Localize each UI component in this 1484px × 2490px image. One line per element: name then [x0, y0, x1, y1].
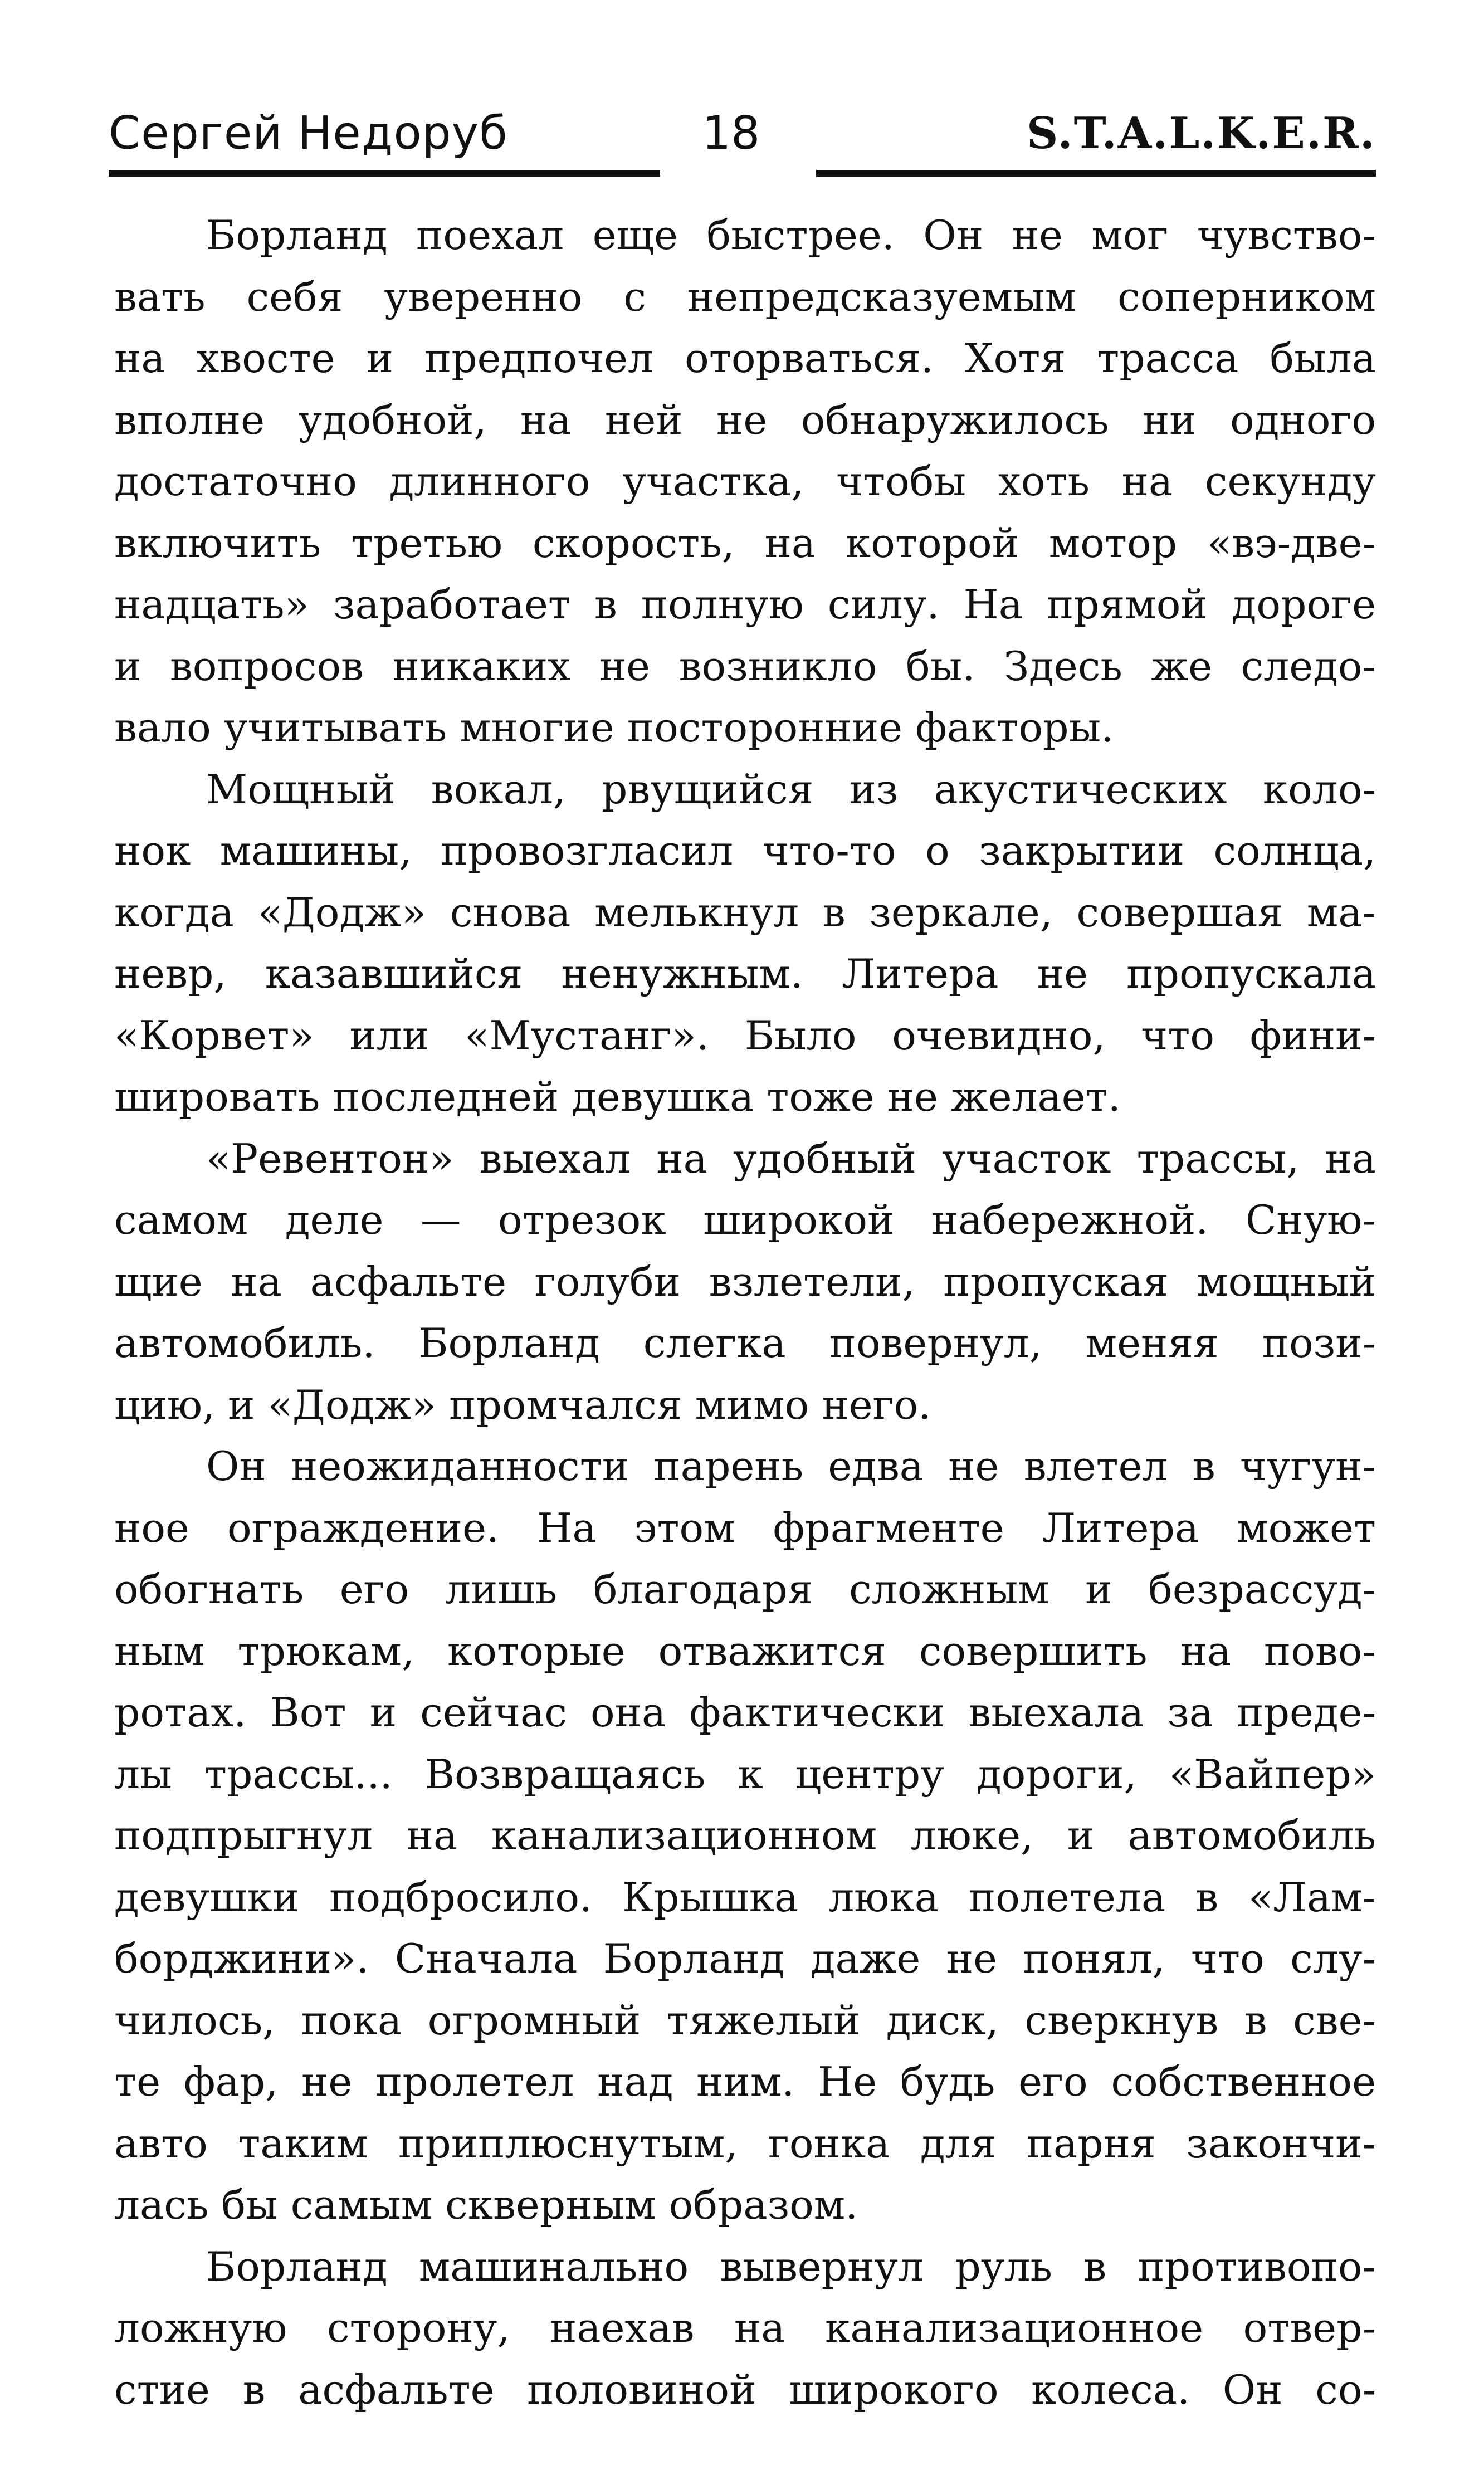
- text-line: на хвосте и предпочел оторваться. Хотя трасса была: [114, 335, 1376, 382]
- text-line: когда «Додж» снова мелькнул в зеркале, совершая ма-: [114, 889, 1376, 936]
- text-line: и вопросов никаких не возникло бы. Здесь же следо-: [114, 643, 1376, 690]
- text-line: автомобиль. Борланд слегка повернул, меняя пози-: [114, 1320, 1376, 1367]
- text-line: стие в асфальте половиной широкого колеса. Он со-: [114, 2366, 1376, 2414]
- header-author: Сергей Недоруб: [109, 107, 508, 160]
- text-line: ротах. Вот и сейчас она фактически выехала за преде-: [114, 1690, 1376, 1736]
- text-line: Борланд машинально вывернул руль в противопо-: [206, 2243, 1376, 2291]
- text-line: вать себя уверенно с непредсказуемым соперником: [114, 274, 1376, 321]
- text-line: шировать последней девушка тоже не желает.: [114, 1074, 1121, 1121]
- text-line: включить третью скорость, на которой мотор «вэ-две-: [114, 520, 1376, 567]
- text-line: авто таким приплюснутым, гонка для парня закончи-: [114, 2120, 1376, 2167]
- text-line: обогнать его лишь благодаря сложным и безрассуд-: [114, 1566, 1376, 1613]
- text-line: «Ревентон» выехал на удобный участок трассы, на: [206, 1135, 1376, 1183]
- text-line: девушки подбросило. Крышка люка полетела в «Лам-: [114, 1874, 1376, 1921]
- text-line: нок машины, провозгласил что-то о закрытии солнца,: [114, 828, 1376, 875]
- text-line: лы трассы... Возвращаясь к центру дороги, «Вайпер»: [114, 1751, 1376, 1798]
- body-text: [114, 205, 1376, 2421]
- text-line: ное ограждение. На этом фрагменте Литера может: [114, 1505, 1376, 1552]
- text-line: Мощный вокал, рвущийся из акустических коло-: [206, 766, 1376, 813]
- text-line: Он неожиданности парень едва не влетел в чугун-: [206, 1443, 1376, 1490]
- text-line: самом деле — отрезок широкой набережной. Сную-: [114, 1197, 1376, 1244]
- text-line: борджини». Сначала Борланд даже не понял, что слу-: [114, 1936, 1376, 1983]
- text-line: лась бы самым скверным образом.: [114, 2182, 858, 2229]
- text-line: ным трюкам, которые отважится совершить на пово-: [114, 1628, 1376, 1675]
- text-line: Борланд поехал еще быстрее. Он не мог чувство-: [206, 212, 1376, 259]
- text-line: подпрыгнул на канализационном люке, и автомобиль: [114, 1813, 1376, 1859]
- text-line: чилось, пока огромный тяжелый диск, сверкнув в све-: [114, 1997, 1376, 2044]
- text-line: цию, и «Додж» промчался мимо него.: [114, 1381, 931, 1429]
- text-line: невр, казавшийся ненужным. Литера не пропускала: [114, 951, 1376, 998]
- text-line: надцать» заработает в полную силу. На прямой дороге: [114, 582, 1376, 628]
- page-number: 18: [702, 107, 760, 160]
- text-line: вполне удобной, на ней не обнаружилось ни одного: [114, 397, 1376, 444]
- text-line: вало учитывать многие посторонние факторы.: [114, 705, 1114, 751]
- running-header: [109, 103, 1376, 181]
- text-line: достаточно длинного участка, чтобы хоть на секунду: [114, 458, 1376, 505]
- header-rule-right: [816, 170, 1376, 177]
- text-line: те фар, не пролетел над ним. Не будь его собственное: [114, 2059, 1376, 2106]
- text-line: ложную сторону, наехав на канализационное отвер-: [114, 2305, 1376, 2352]
- text-line: «Корвет» или «Мустанг». Было очевидно, что фини-: [114, 1012, 1376, 1060]
- header-rule-left: [109, 170, 660, 177]
- header-series-title: S.T.A.L.K.E.R.: [1026, 108, 1376, 159]
- text-line: щие на асфальте голуби взлетели, пропуская мощный: [114, 1258, 1376, 1306]
